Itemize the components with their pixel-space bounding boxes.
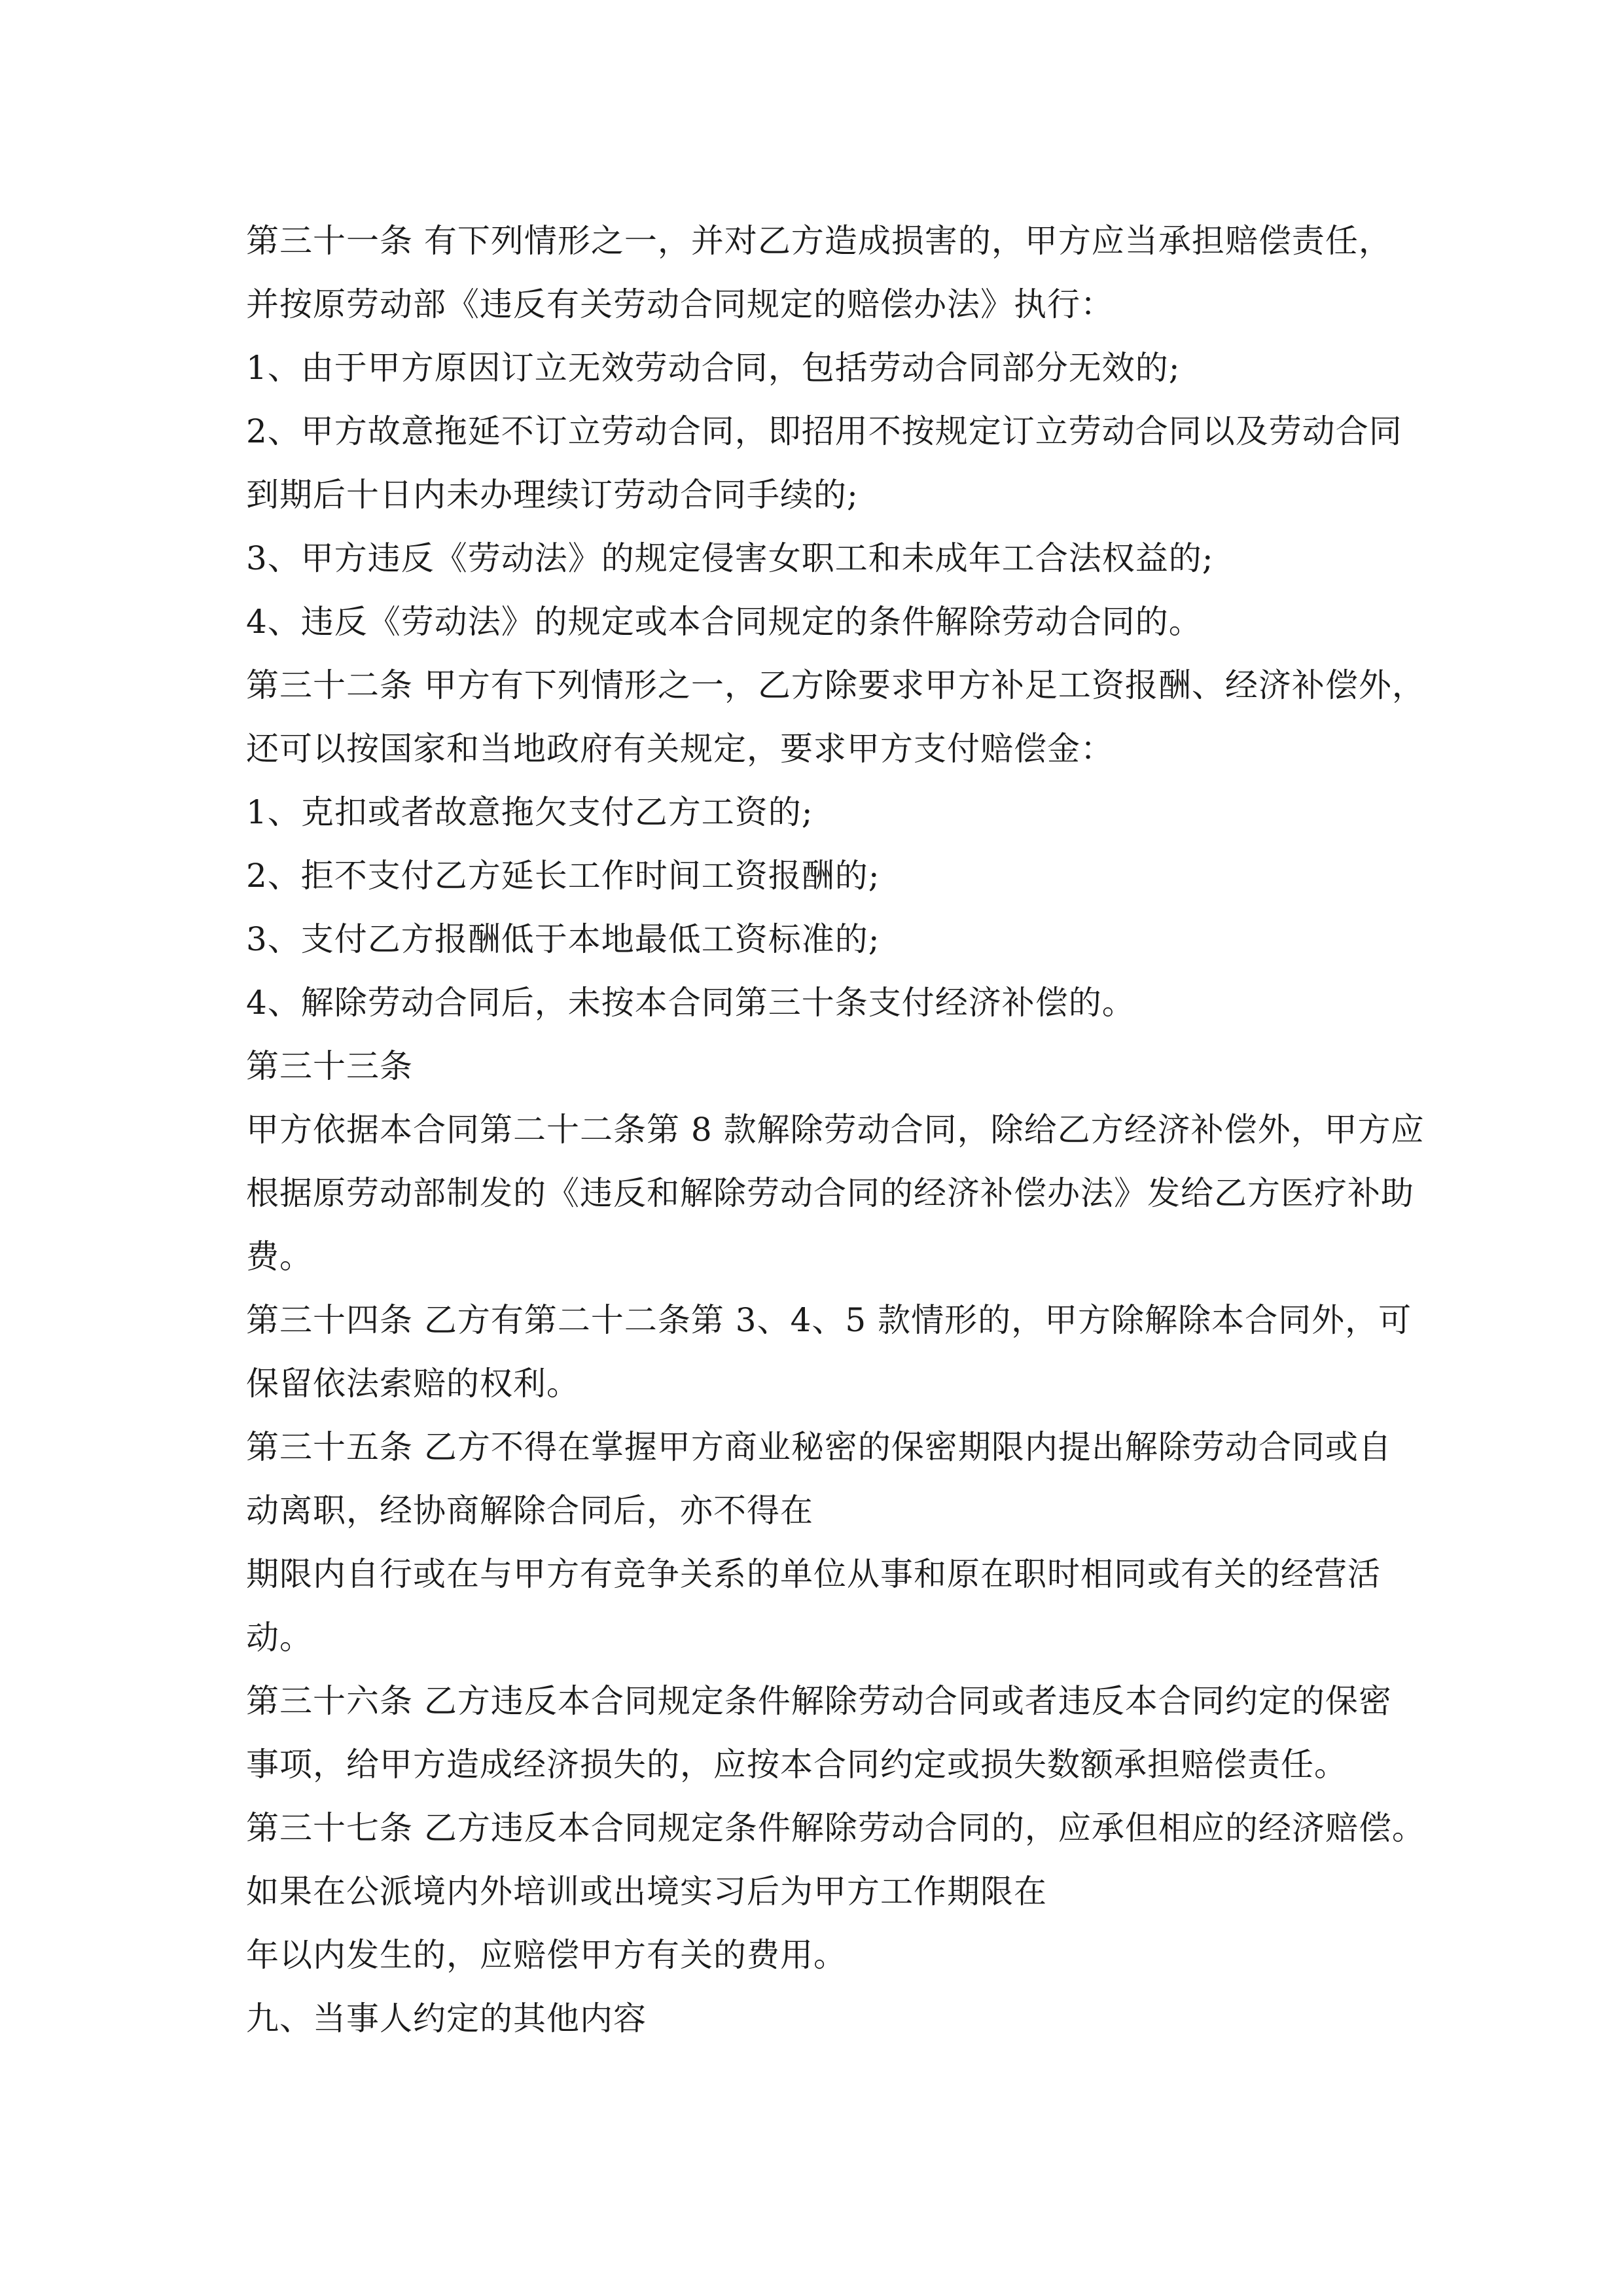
article-32-item-4: 4、解除劳动合同后，未按本合同第三十条支付经济补偿的。 — [246, 984, 1135, 1022]
article-31-line-1: 第三十一条 有下列情形之一，并对乙方造成损害的，甲方应当承担赔偿责任， — [246, 222, 1392, 260]
article-31-line-2: 并按原劳动部《违反有关劳动合同规定的赔偿办法》执行： — [246, 285, 1114, 323]
article-31-item-2-line-1: 2、甲方故意拖延不订立劳动合同，即招用不按规定订立劳动合同以及劳动合同 — [246, 412, 1402, 450]
article-33-heading: 第三十三条 — [246, 1047, 413, 1085]
section-9-heading: 九、当事人约定的其他内容 — [246, 2000, 647, 2037]
article-37-line-2: 如果在公派境内外培训或出境实习后为甲方工作期限在 — [246, 1873, 1047, 1910]
article-33-line-3: 费。 — [246, 1238, 313, 1276]
article-35-line-3: 期限内自行或在与甲方有竞争关系的单位从事和原在职时相同或有关的经营活 — [246, 1555, 1381, 1593]
article-37-line-3: 年以内发生的，应赔偿甲方有关的费用。 — [246, 1936, 847, 1974]
article-34-line-1: 第三十四条 乙方有第二十二条第 3、4、5 款情形的，甲方除解除本合同外，可 — [246, 1301, 1412, 1339]
article-36-line-1: 第三十六条 乙方违反本合同规定条件解除劳动合同或者违反本合同约定的保密 — [246, 1682, 1392, 1720]
article-35-line-2: 动离职，经协商解除合同后，亦不得在 — [246, 1492, 813, 1530]
article-32-line-1: 第三十二条 甲方有下列情形之一，乙方除要求甲方补足工资报酬、经济补偿外， — [246, 666, 1425, 704]
article-31-item-2-line-2: 到期后十日内未办理续订劳动合同手续的; — [246, 476, 859, 514]
article-37-line-1: 第三十七条 乙方违反本合同规定条件解除劳动合同的，应承但相应的经济赔偿。 — [246, 1809, 1425, 1847]
article-31-item-3: 3、甲方违反《劳动法》的规定侵害女职工和未成年工合法权益的; — [246, 539, 1214, 577]
article-31-item-4: 4、违反《劳动法》的规定或本合同规定的条件解除劳动合同的。 — [246, 603, 1202, 641]
article-31-item-1: 1、由于甲方原因订立无效劳动合同，包括劳动合同部分无效的; — [246, 349, 1181, 387]
article-36-line-2: 事项，给甲方造成经济损失的，应按本合同约定或损失数额承担赔偿责任。 — [246, 1746, 1347, 1784]
article-32-item-2: 2、拒不支付乙方延长工作时间工资报酬的; — [246, 857, 880, 895]
document-body — [246, 209, 1424, 2051]
article-34-line-2: 保留依法索赔的权利。 — [246, 1365, 580, 1403]
article-33-line-1: 甲方依据本合同第二十二条第 8 款解除劳动合同，除给乙方经济补偿外，甲方应 — [246, 1111, 1425, 1149]
article-33-line-2: 根据原劳动部制发的《违反和解除劳动合同的经济补偿办法》发给乙方医疗补助 — [246, 1174, 1414, 1212]
article-35-line-1: 第三十五条 乙方不得在掌握甲方商业秘密的保密期限内提出解除劳动合同或自 — [246, 1428, 1392, 1466]
article-32-line-2: 还可以按国家和当地政府有关规定，要求甲方支付赔偿金： — [246, 730, 1114, 768]
article-35-line-4: 动。 — [246, 1619, 313, 1657]
article-32-item-3: 3、支付乙方报酬低于本地最低工资标准的; — [246, 920, 880, 958]
article-32-item-1: 1、克扣或者故意拖欠支付乙方工资的; — [246, 793, 813, 831]
